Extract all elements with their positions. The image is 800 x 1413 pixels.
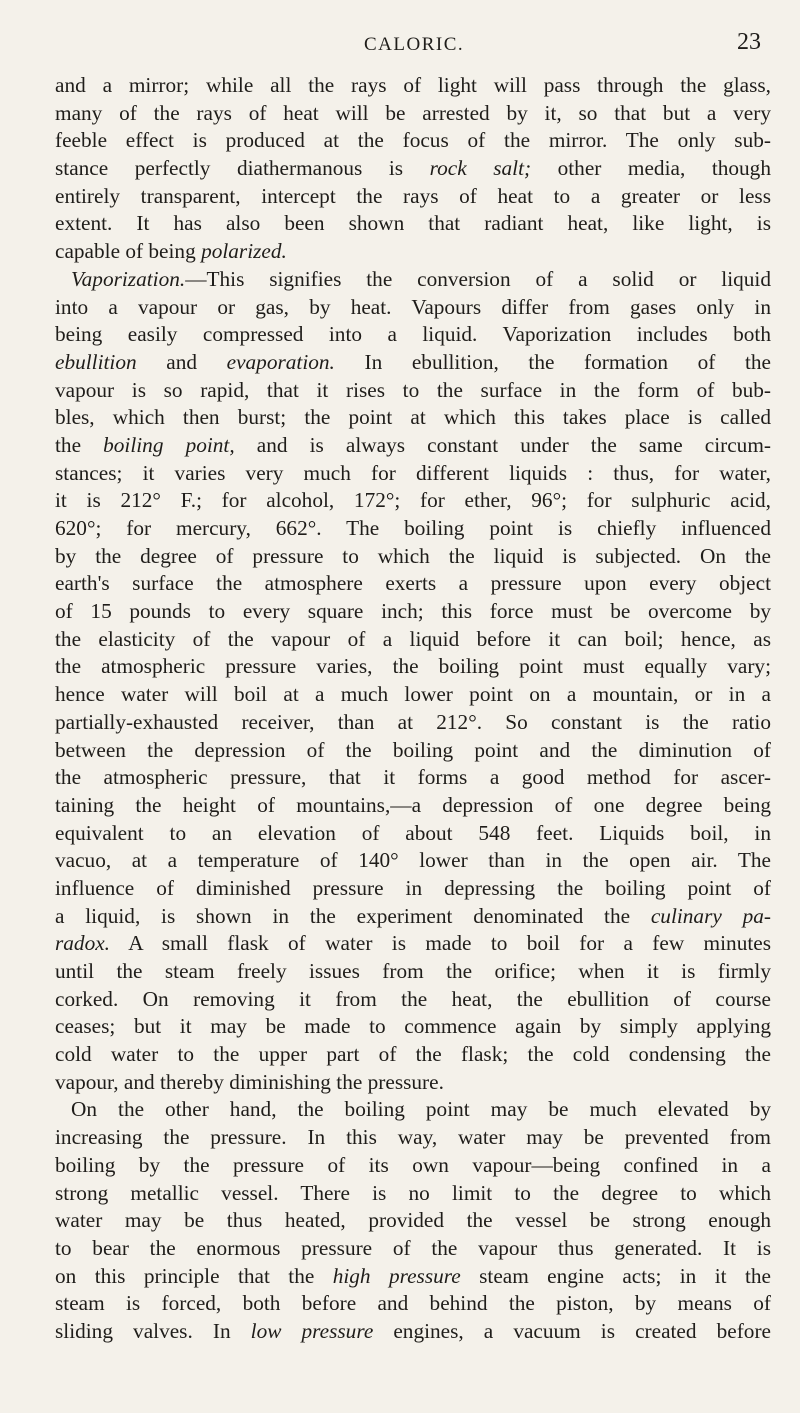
text-run: In ebullition, the formation of the [334,349,771,374]
text-run: the [55,432,104,457]
text-line [55,570,771,598]
italic-text: polarized. [201,239,287,264]
text-run: strong metallic vessel. There is no limit to the degree to which [55,1180,771,1205]
text-run: corked. On removing it from the heat, the ebullition of course [55,986,771,1011]
text-line [55,543,771,571]
text-run: earth's surface the atmosphere exerts a pressure upon every object [55,571,771,596]
running-head-title: CALORIC. [364,34,465,55]
text-line [55,127,771,155]
text-run: until the steam freely issues from the orifice; when it is firmly [55,959,771,983]
text-line [55,737,771,765]
text-run: to bear the enormous pressure of the vapour thus generated. It is [55,1235,771,1260]
text-run: vacuo, at a temperature of 140° lower than in the open air. The [55,848,771,873]
text-run: of 15 pounds to every square inch; this force must be overcome by [55,599,771,624]
text-run: boiling by the pressure of its own vapour—being confined in a [55,1152,771,1177]
body-text [55,72,771,1346]
italic-text: radox. [55,931,111,956]
text-line [55,432,771,460]
running-head [0,20,800,60]
text-line [55,1318,771,1346]
text-line [55,404,771,432]
italic-text: culinary pa- [650,903,771,928]
text-run: into a vapour or gas, by heat. Vapours differ from gases only in [55,294,771,319]
text-run: 620°; for mercury, 662°. The boiling point is chiefly influenced [55,516,771,540]
text-line [55,72,771,100]
text-line [55,903,771,931]
text-run: extent. It has also been shown that radiant heat, like light, is [55,211,771,236]
text-line [55,1207,771,1235]
text-line [55,487,771,515]
text-run: hence water will boil at a much lower point on a mountain, or in a [55,682,771,707]
text-line [55,681,771,709]
text-line [55,294,771,322]
italic-text: low pressure [250,1318,374,1343]
text-run: equivalent to an elevation of about 548 feet. Liquids boil, in [55,820,771,845]
text-line [55,598,771,626]
text-run: and [136,349,227,374]
text-run: steam engine acts; in it the [460,1263,771,1288]
text-run: stances; it varies very much for different liquids : thus, for water, [55,460,771,485]
text-line [55,1041,771,1069]
text-line [55,155,771,183]
text-run: cold water to the upper part of the flask; the cold condensing the [55,1042,771,1067]
text-run: vapour is so rapid, that it rises to the surface in the form of bub- [55,377,771,402]
text-line [55,515,771,543]
text-run: by the degree of pressure to which the liquid is subjected. On the [55,543,771,568]
text-run: and a mirror; while all the rays of light will pass through the glass, [55,73,771,97]
text-line [55,1124,771,1152]
text-run: vapour, and thereby diminishing the pressure. [55,1069,444,1094]
text-line [55,266,771,294]
italic-text: ebullition [55,349,137,374]
text-line [55,238,771,266]
text-line [55,792,771,820]
text-line [55,847,771,875]
italic-text: boiling point, [103,432,235,457]
text-run: bles, which then burst; the point at which this takes place is called [55,405,771,430]
text-line [55,1096,771,1124]
text-run: steam is forced, both before and behind the piston, by means of [55,1291,771,1316]
text-run: the atmospheric pressure, that it forms a good method for ascer- [55,765,771,790]
text-run: capable of being [55,239,202,264]
text-line [55,100,771,128]
text-line [55,986,771,1014]
text-run: influence of diminished pressure in depressing the boiling point of [55,875,771,900]
italic-text: high pressure [332,1263,461,1288]
text-line [55,1152,771,1180]
text-line [55,349,771,377]
text-line [55,1290,771,1318]
text-line [55,1013,771,1041]
text-run: ceases; but it may be made to commence again by simply applying [55,1014,771,1039]
page-number: 23 [737,29,761,55]
text-line [55,377,771,405]
text-run: and is always constant under the same circum- [234,432,771,457]
text-line [55,653,771,681]
text-line [55,321,771,349]
text-run: many of the rays of heat will be arrested by it, so that but a very [55,100,771,125]
text-run: it is 212° F.; for alcohol, 172°; for ether, 96°; for sulphuric acid, [55,488,771,513]
text-run: partially-exhausted receiver, than at 212°. So constant is the ratio [55,709,771,734]
text-line [55,1235,771,1263]
italic-text: rock salt; [429,156,532,181]
text-run: water may be thus heated, provided the vessel be strong enough [55,1208,771,1233]
text-line [55,183,771,211]
text-run: other media, though [531,156,771,181]
text-line [55,709,771,737]
text-line [55,820,771,848]
text-run: taining the height of mountains,—a depression of one degree being [55,792,771,817]
text-line [55,1263,771,1291]
text-line [55,626,771,654]
text-line [55,875,771,903]
text-run: A small flask of water is made to boil for a few minutes [110,931,771,956]
italic-text: evaporation. [226,349,335,374]
text-line [55,460,771,488]
text-run: the elasticity of the vapour of a liquid before it can boil; hence, as [55,626,771,651]
text-run: increasing the pressure. In this way, water may be prevented from [55,1125,771,1150]
text-line [55,1180,771,1208]
text-run: engines, a vacuum is created before [373,1318,771,1343]
text-run: on this principle that the [55,1263,333,1288]
text-run: between the depression of the boiling point and the diminution of [55,737,771,762]
text-run: being easily compressed into a liquid. Vaporization includes both [55,322,771,347]
text-line [55,1069,771,1097]
text-run: On the other hand, the boiling point may be much elevated by [71,1097,771,1122]
text-line [55,958,771,986]
text-run: sliding valves. In [55,1318,251,1343]
text-line [55,210,771,238]
text-run: the atmospheric pressure varies, the boiling point must equally vary; [55,654,771,679]
text-run: stance perfectly diathermanous is [55,156,430,181]
text-line [55,930,771,958]
text-run: a liquid, is shown in the experiment denominated the [55,903,651,928]
text-run: feeble effect is produced at the focus of the mirror. The only sub- [55,128,771,153]
text-run: —This signifies the conversion of a solid or liquid [185,266,771,291]
text-run: entirely transparent, intercept the rays of heat to a greater or less [55,183,771,208]
italic-text: Vaporization. [71,266,186,291]
text-line [55,764,771,792]
